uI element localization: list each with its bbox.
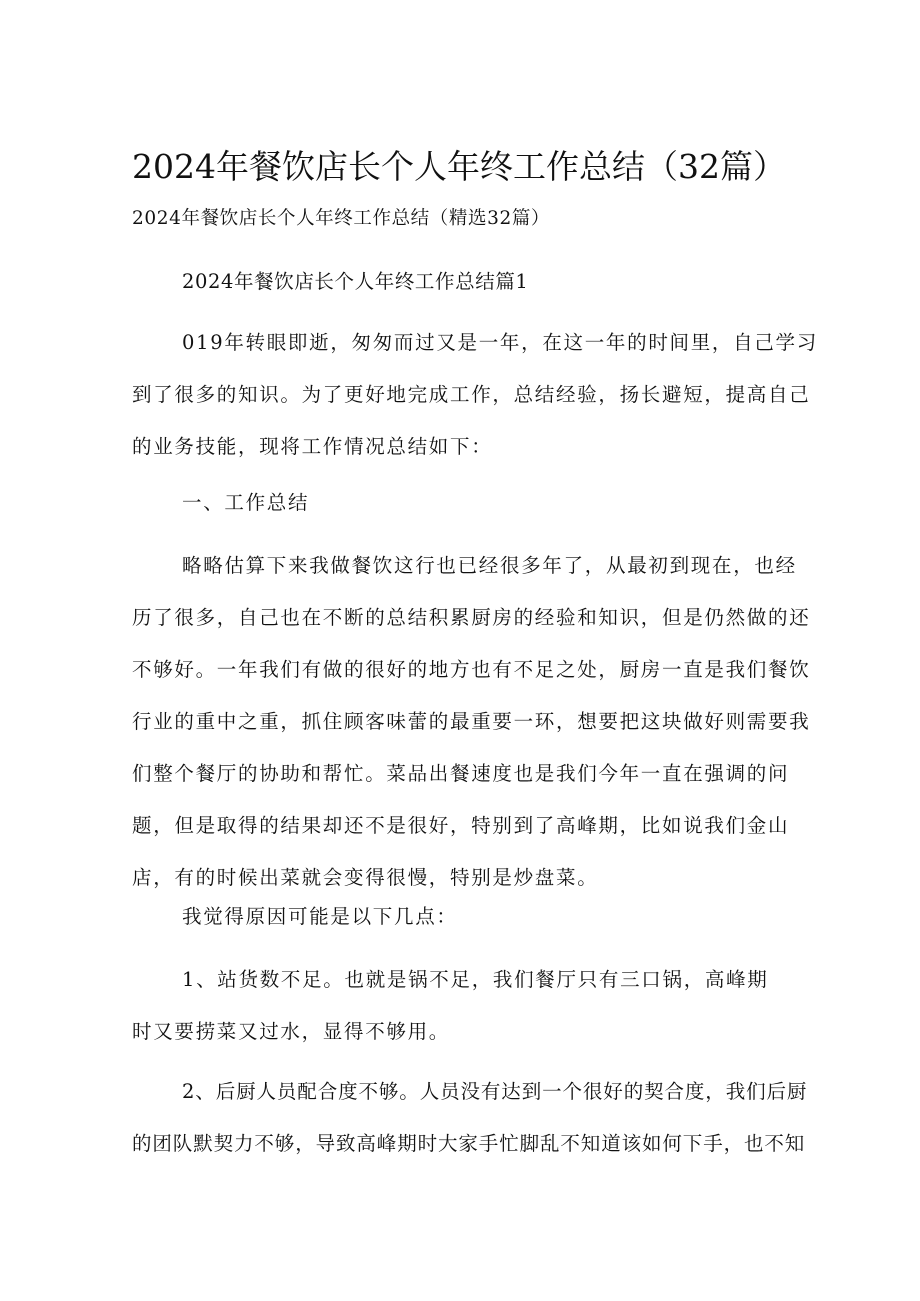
paragraph-line: 019年转眼即逝，匆匆而过又是一年，在这一年的时间里，自己学习	[182, 331, 818, 354]
paragraph-line: 行业的重中之重，抓住顾客味蕾的最重要一环，想要把这块做好则需要我	[132, 710, 811, 733]
paragraph-line: 到了很多的知识。为了更好地完成工作，总结经验，扬长避短，提高自己	[132, 383, 811, 406]
paragraph-line: 店，有的时候出菜就会变得很慢，特别是炒盘菜。	[132, 866, 599, 889]
paragraph-line: 略略估算下来我做餐饮这行也已经很多年了，从最初到现在，也经	[182, 554, 797, 577]
paragraph-line: 历了很多，自己也在不断的总结积累厨房的经验和知识，但是仍然做的还	[132, 606, 811, 629]
section-heading: 2024年餐饮店长个人年终工作总结篇1	[182, 270, 529, 293]
paragraph-line: 1、站货数不足。也就是锅不足，我们餐厅只有三口锅，高峰期	[182, 968, 769, 991]
reasons-intro: 我觉得原因可能是以下几点：	[182, 905, 458, 928]
section-heading-block	[132, 256, 792, 308]
paragraph-line: 们整个餐厅的协助和帮忙。菜品出餐速度也是我们今年一直在强调的问	[132, 762, 790, 785]
body-paragraph	[132, 540, 811, 904]
paragraph-line: 时又要捞菜又过水，显得不够用。	[132, 1020, 451, 1043]
document-title: 2024年餐饮店长个人年终工作总结（32篇）	[132, 147, 786, 186]
paragraph-line: 的团队默契力不够，导致高峰期时大家手忙脚乱不知道该如何下手，也不知	[132, 1132, 806, 1155]
reasons-intro-block	[132, 891, 792, 943]
part-heading: 一、工作总结	[182, 491, 310, 514]
paragraph-line: 不够好。一年我们有做的很好的地方也有不足之处，厨房一直是我们餐饮	[132, 658, 811, 681]
paragraph-line: 题，但是取得的结果却还不是很好，特别到了高峰期，比如说我们金山	[132, 814, 790, 837]
part-heading-block	[132, 477, 792, 529]
paragraph-line: 的业务技能，现将工作情况总结如下：	[132, 435, 493, 458]
point-1-paragraph	[132, 954, 792, 1058]
paragraph-line: 2、后厨人员配合度不够。人员没有达到一个很好的契合度，我们后厨	[182, 1080, 808, 1103]
intro-paragraph	[132, 317, 818, 473]
point-2-paragraph	[132, 1066, 808, 1170]
document-subtitle: 2024年餐饮店长个人年终工作总结（精选32篇）	[132, 208, 551, 229]
